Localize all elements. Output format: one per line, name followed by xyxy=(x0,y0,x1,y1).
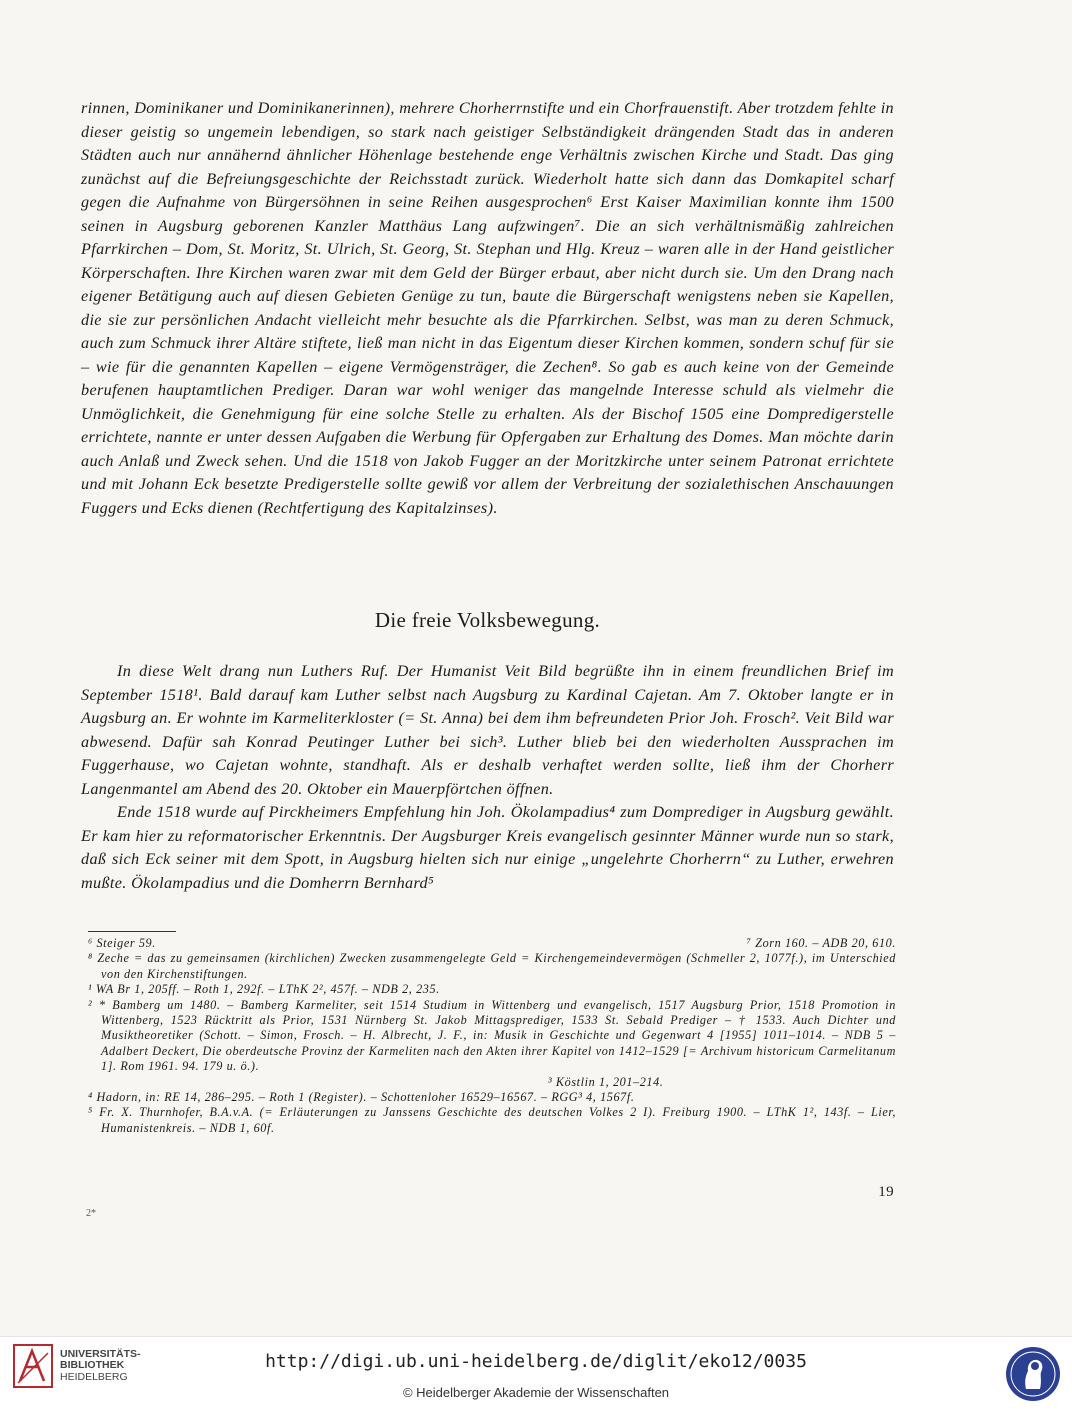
paragraph: In diese Welt drang nun Luthers Ruf. Der Humanist Veit Bild begrüßte ihn in einem freundlichen Brief im September 1518¹. Bald darauf kam Luther selbst nach Augsburg zu Kardinal Cajetan. Am 7. Oktober langte er in Augsburg an. Er wohnte im Karmeliterkloster (= St. Anna) bei dem ihm befreundeten Prior Joh. Frosch². Veit Bild war abwesend. Dafür sah Konrad Peutinger Luther bei sich³. Luther blieb bei den wiederholten Aussprachen im Fuggerhause, wo Cajetan wohnte, standhaft. Als er deshalb verhaftet werden sollte, ließ ihm der Chorherr Langenmantel am Abend des 20. Oktober ein Mauerpförtchen öffnen. xyxy=(81,662,894,798)
permalink-url[interactable]: http://digi.ub.uni-heidelberg.de/diglit/eko12/0035 xyxy=(265,1351,807,1372)
library-name-line: HEIDELBERG xyxy=(60,1370,128,1383)
footnote-divider xyxy=(88,931,176,932)
page-number: 19 xyxy=(878,1184,894,1200)
footnotes xyxy=(88,936,896,1136)
paragraph: Ende 1518 wurde auf Pirckheimers Empfehlung hin Joh. Ökolampadius⁴ zum Domprediger in Augsburg gewählt. Er kam hier zu reformatorischer Erkenntnis. Der Augsburger Kreis evangelisch gesinnter Männer wurde nun so stark, daß sich Eck seiner mit dem Spott, in Augsburg hielten sich nur einige „ungelehrte Chorherrn“ zu Luther, erwehren mußte. Ökolampadius und die Domherrn Bernhard⁵ xyxy=(81,803,894,892)
footnote-2: ² * Bamberg um 1480. – Bamberg Karmeliter, seit 1514 Studium in Wittenberg und evangelisch, 1517 Augsburg Prior, 1518 Promotion in Wittenberg, 1523 Rücktritt als Prior, 1531 Nürnberg St. Jakob Mittagsprediger, 1533 St. Sebald Prediger – † 1533. Auch Dichter und Musiktheoretiker (Schott. – Simon, Frosch. – H. Albrecht, J. F., in: Musik in Geschichte und Gegenwart 4 [1955] 1011–1014. – NDB 5 – Adalbert Deckert, Die oberdeutsche Provinz der Karmeliten nach den Akten ihrer Kapitel von 1412–1529 [= Archivum historicum Carmelitanum 1]. Rom 1961. 94. 179 u. ö.). xyxy=(88,997,896,1074)
footnote-6: ⁶ Steiger 59. xyxy=(88,936,156,950)
sheet-signature: 2* xyxy=(86,1208,96,1219)
footnote-4: ⁴ Hadorn, in: RE 14, 286–295. – Roth 1 (Register). – Schottenloher 16529–16567. – RGG³ 4, 1567f. xyxy=(88,1090,635,1105)
academy-logo-icon[interactable] xyxy=(1004,1345,1062,1403)
footnote-3: ³ Köstlin 1, 201–214. xyxy=(548,1074,664,1089)
viewer-footer xyxy=(0,1336,1072,1411)
paragraph: rinnen, Dominikaner und Dominikanerinnen), mehrere Chorherrnstifte und ein Chorfrauenstift. Aber trotzdem fehlte in dieser geistig so ungemein lebendigen, so stark nach geistiger Selbständigkeit drängenden Stadt das in anderen Städten auch nur annähernd ähnlicher Höhenlage bestehende enge Verhältnis zwischen Kirche und Stadt. Das ging zunächst auf die Befreiungsgeschichte der Reichsstadt zurück. Wiederholt hatte sich dann das Domkapitel scharf gegen die Aufnahme von Bürgersöhnen in seine Reihen ausgesprochen⁶ Erst Kaiser Maximilian konnte ihm 1500 seinen in Augsburg geborenen Kanzler Matthäus Lang aufzwingen⁷. Die an sich verhältnismäßig zahlreichen Pfarrkirchen – Dom, St. Moritz, St. Ulrich, St. Georg, St. Stephan und Hlg. Kreuz – waren alle in der Hand geistlicher Körperschaften. Ihre Kirchen waren zwar mit dem Geld der Bürger erbaut, aber nicht durch sie. Um den Drang nach eigener Betätigung auch auf diesen Gebieten Genüge zu tun, baute die Bürgerschaft wenigstens neben sie Kapellen, die sie zur persönlichen Andacht vielleicht mehr besuchte als die Pfarrkirchen. Selbst, was man zu deren Schmuck, auch zum Schmuck ihrer Altäre stiftete, ließ man nicht in das Eigentum dieser Kirchen kommen, sondern schuf für sie – wie für die genannten Kapellen – eigene Vermögensträger, die Zechen⁸. So gab es auch keine von der Gemeinde berufenen hauptamtlichen Prediger. Daran war wohl weniger das mangelnde Interesse schuld als vielmehr die Unmöglichkeit, die Genehmigung für eine solche Stelle zu erhalten. Als der Bischof 1505 eine Dompredigerstelle errichtete, nannte er unter dessen Aufgaben die Werbung für Opfergaben zur Erhaltung des Domes. Man möchte darin auch Anlaß und Zweck sehen. Und die 1518 von Jakob Fugger an der Moritzkirche unter seinem Patronat errichtete und mit Johann Eck besetzte Predigerstelle sollte gewiß vor allem der Verbreitung der sozialethischen Anschauungen Fuggers und Ecks dienen (Rechtfertigung des Kapitalzinses). xyxy=(81,99,894,517)
library-name-line: BIBLIOTHEK xyxy=(60,1359,125,1372)
footnote-5: ⁵ Fr. X. Thurnhofer, B.A.v.A. (= Erläuterungen zu Janssens Geschichte des deutschen Volkes 2 I). Freiburg 1900. – LThK 1², 143f. – Lier, Humanistenkreis. – NDB 1, 60f. xyxy=(88,1105,896,1135)
section-heading: Die freie Volksbewegung. xyxy=(374,608,601,632)
footnote-row xyxy=(88,936,896,951)
section-text-block xyxy=(81,660,894,895)
footnote-1: ¹ WA Br 1, 205ff. – Roth 1, 292f. – LThK 2², 457f. – NDB 2, 235. xyxy=(88,982,440,997)
library-name-line: UNIVERSITÄTS- xyxy=(60,1347,141,1360)
main-text-block xyxy=(81,97,894,520)
footnote-7: ⁷ Zorn 160. – ADB 20, 610. xyxy=(746,936,896,950)
footnote-8: ⁸ Zeche = das zu gemeinsamen (kirchlichen) Zwecken zusammengelegte Geld = Kirchengemeindevermögen (Schmeller 2, 1077f.), im Unterschied von den Kirchenstiftungen. xyxy=(88,951,896,981)
copyright-notice: © Heidelberger Akademie der Wissenschaften xyxy=(402,1385,670,1400)
